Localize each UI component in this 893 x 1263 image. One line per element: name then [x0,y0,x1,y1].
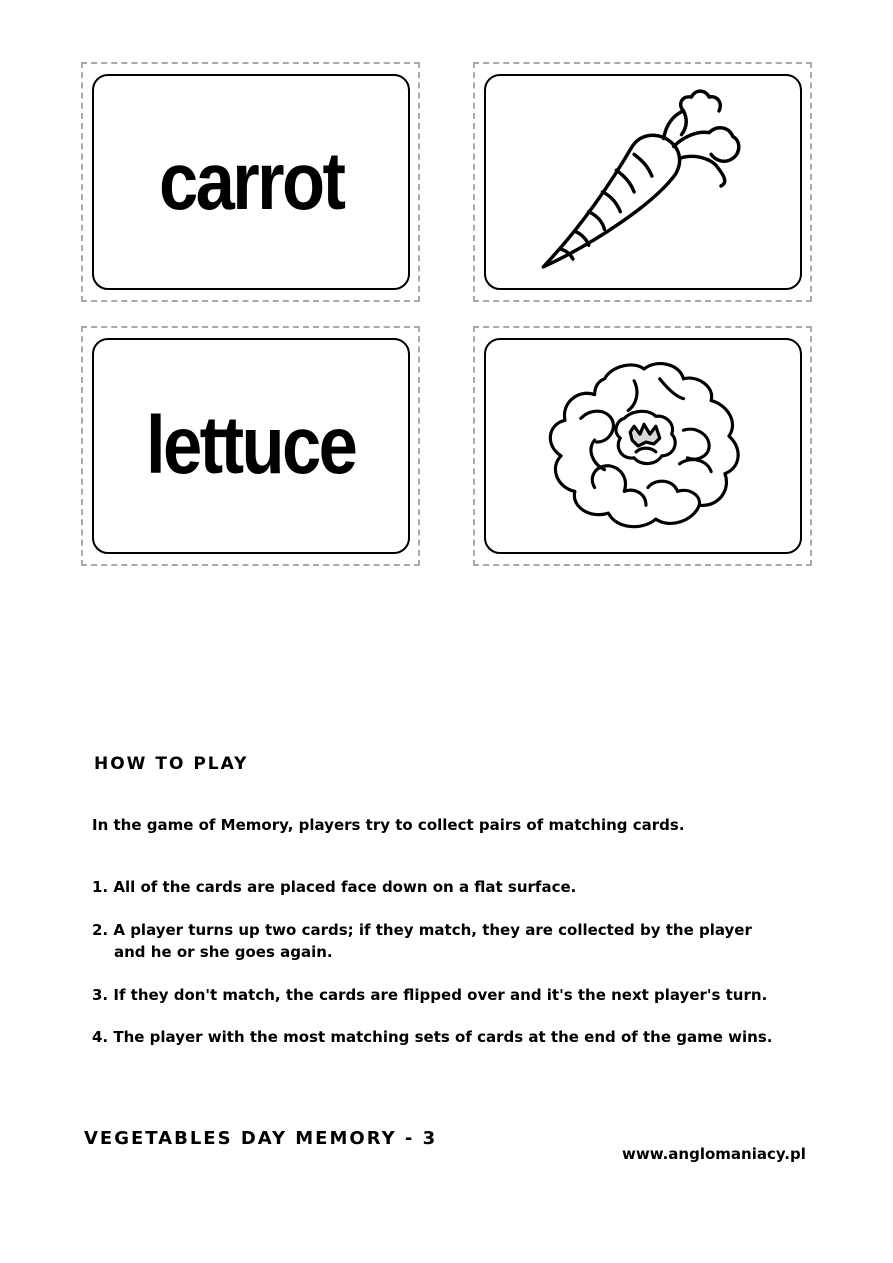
footer-website-url: www.anglomaniacy.pl [622,1145,806,1163]
instruction-step-2: 2. A player turns up two cards; if they match, they are collected by the player [92,921,752,939]
instructions-intro: In the game of Memory, players try to collect pairs of matching cards. [92,816,685,834]
instruction-step-2-continued: and he or she goes again. [114,943,333,961]
instruction-step-4: 4. The player with the most matching sets of cards at the end of the game wins. [92,1028,773,1046]
card-carrot-picture[interactable] [484,74,802,290]
card-word-carrot: carrot [158,136,344,227]
card-lettuce-picture[interactable] [484,338,802,554]
card-lettuce-word[interactable] [92,338,410,554]
card-carrot-word[interactable] [92,74,410,290]
carrot-icon [486,74,800,290]
instruction-step-3: 3. If they don't match, the cards are flipped over and it's the next player's turn. [92,986,768,1004]
lettuce-icon [486,338,800,554]
footer-title: VEGETABLES DAY MEMORY - 3 [84,1128,438,1149]
how-to-play-heading: HOW TO PLAY [94,754,249,774]
card-word-lettuce: lettuce [146,400,356,491]
instruction-step-1: 1. All of the cards are placed face down on a flat surface. [92,878,577,896]
